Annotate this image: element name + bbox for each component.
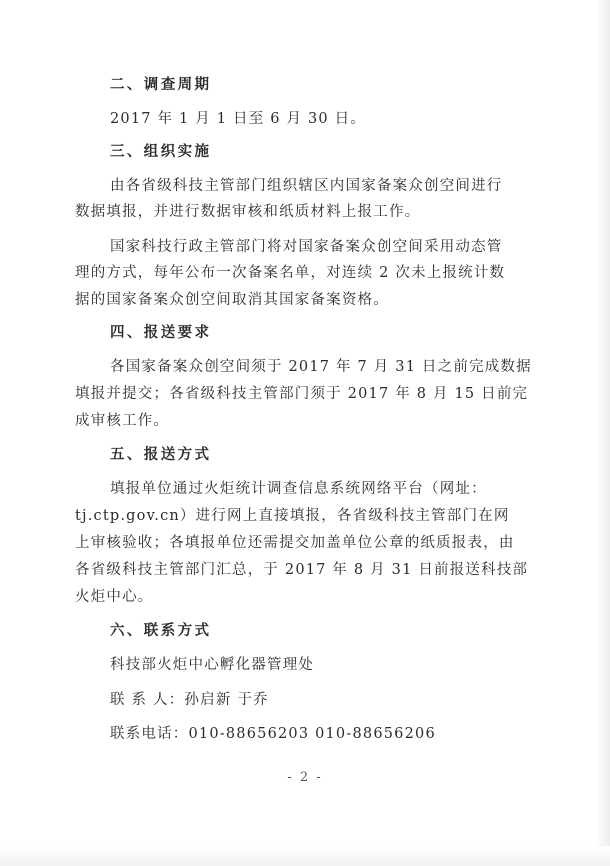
contact-phone: 联系电话：010-88656203 010-88656206 — [110, 726, 436, 742]
page-number: - 2 - — [287, 770, 323, 785]
contact-office: 科技部火炬中心孵化器管理处 — [110, 657, 315, 673]
organization-paragraph-2-line-2: 理的方式，每年公布一次备案名单，对连续 2 次未上报统计数 — [75, 265, 506, 281]
section-heading-submission-method: 五、报送方式 — [110, 446, 212, 463]
requirements-line-2: 填报并提交；各省级科技主管部门须于 2017 年 8 月 15 日前完 — [75, 386, 529, 402]
section-heading-contact: 六、联系方式 — [110, 622, 212, 639]
organization-paragraph-1-line-2: 数据填报，并进行数据审核和纸质材料上报工作。 — [75, 204, 421, 220]
requirements-line-1: 各国家备案众创空间须于 2017 年 7 月 31 日之前完成数据 — [110, 359, 532, 375]
scan-shadow — [0, 846, 610, 866]
section-heading-organization: 三、组织实施 — [110, 143, 212, 160]
submission-method-line-4: 各省级科技主管部门汇总，于 2017 年 8 月 31 日前报送科技部 — [75, 562, 529, 578]
submission-method-line-2: tj.ctp.gov.cn）进行网上直接填报，各省级科技主管部门在网 — [75, 508, 510, 524]
scan-edge — [596, 0, 610, 866]
survey-period-text: 2017 年 1 月 1 日至 6 月 30 日。 — [110, 111, 367, 127]
organization-paragraph-1-line-1: 由各省级科技主管部门组织辖区内国家备案众创空间进行 — [110, 178, 503, 194]
section-heading-requirements: 四、报送要求 — [110, 324, 212, 341]
contact-person: 联 系 人：孙启新 于乔 — [110, 692, 269, 708]
organization-paragraph-2-line-1: 国家科技行政主管部门将对国家备案众创空间采用动态管 — [110, 239, 503, 255]
organization-paragraph-2-line-3: 据的国家备案众创空间取消其国家备案资格。 — [75, 292, 389, 308]
submission-method-line-1: 填报单位通过火炬统计调查信息系统网络平台（网址： — [110, 481, 487, 497]
submission-method-line-3: 上审核验收；各填报单位还需提交加盖单位公章的纸质报表，由 — [75, 535, 515, 551]
requirements-line-3: 成审核工作。 — [75, 413, 170, 429]
submission-method-line-5: 火炬中心。 — [75, 589, 154, 605]
section-heading-survey-period: 二、调查周期 — [110, 76, 212, 93]
